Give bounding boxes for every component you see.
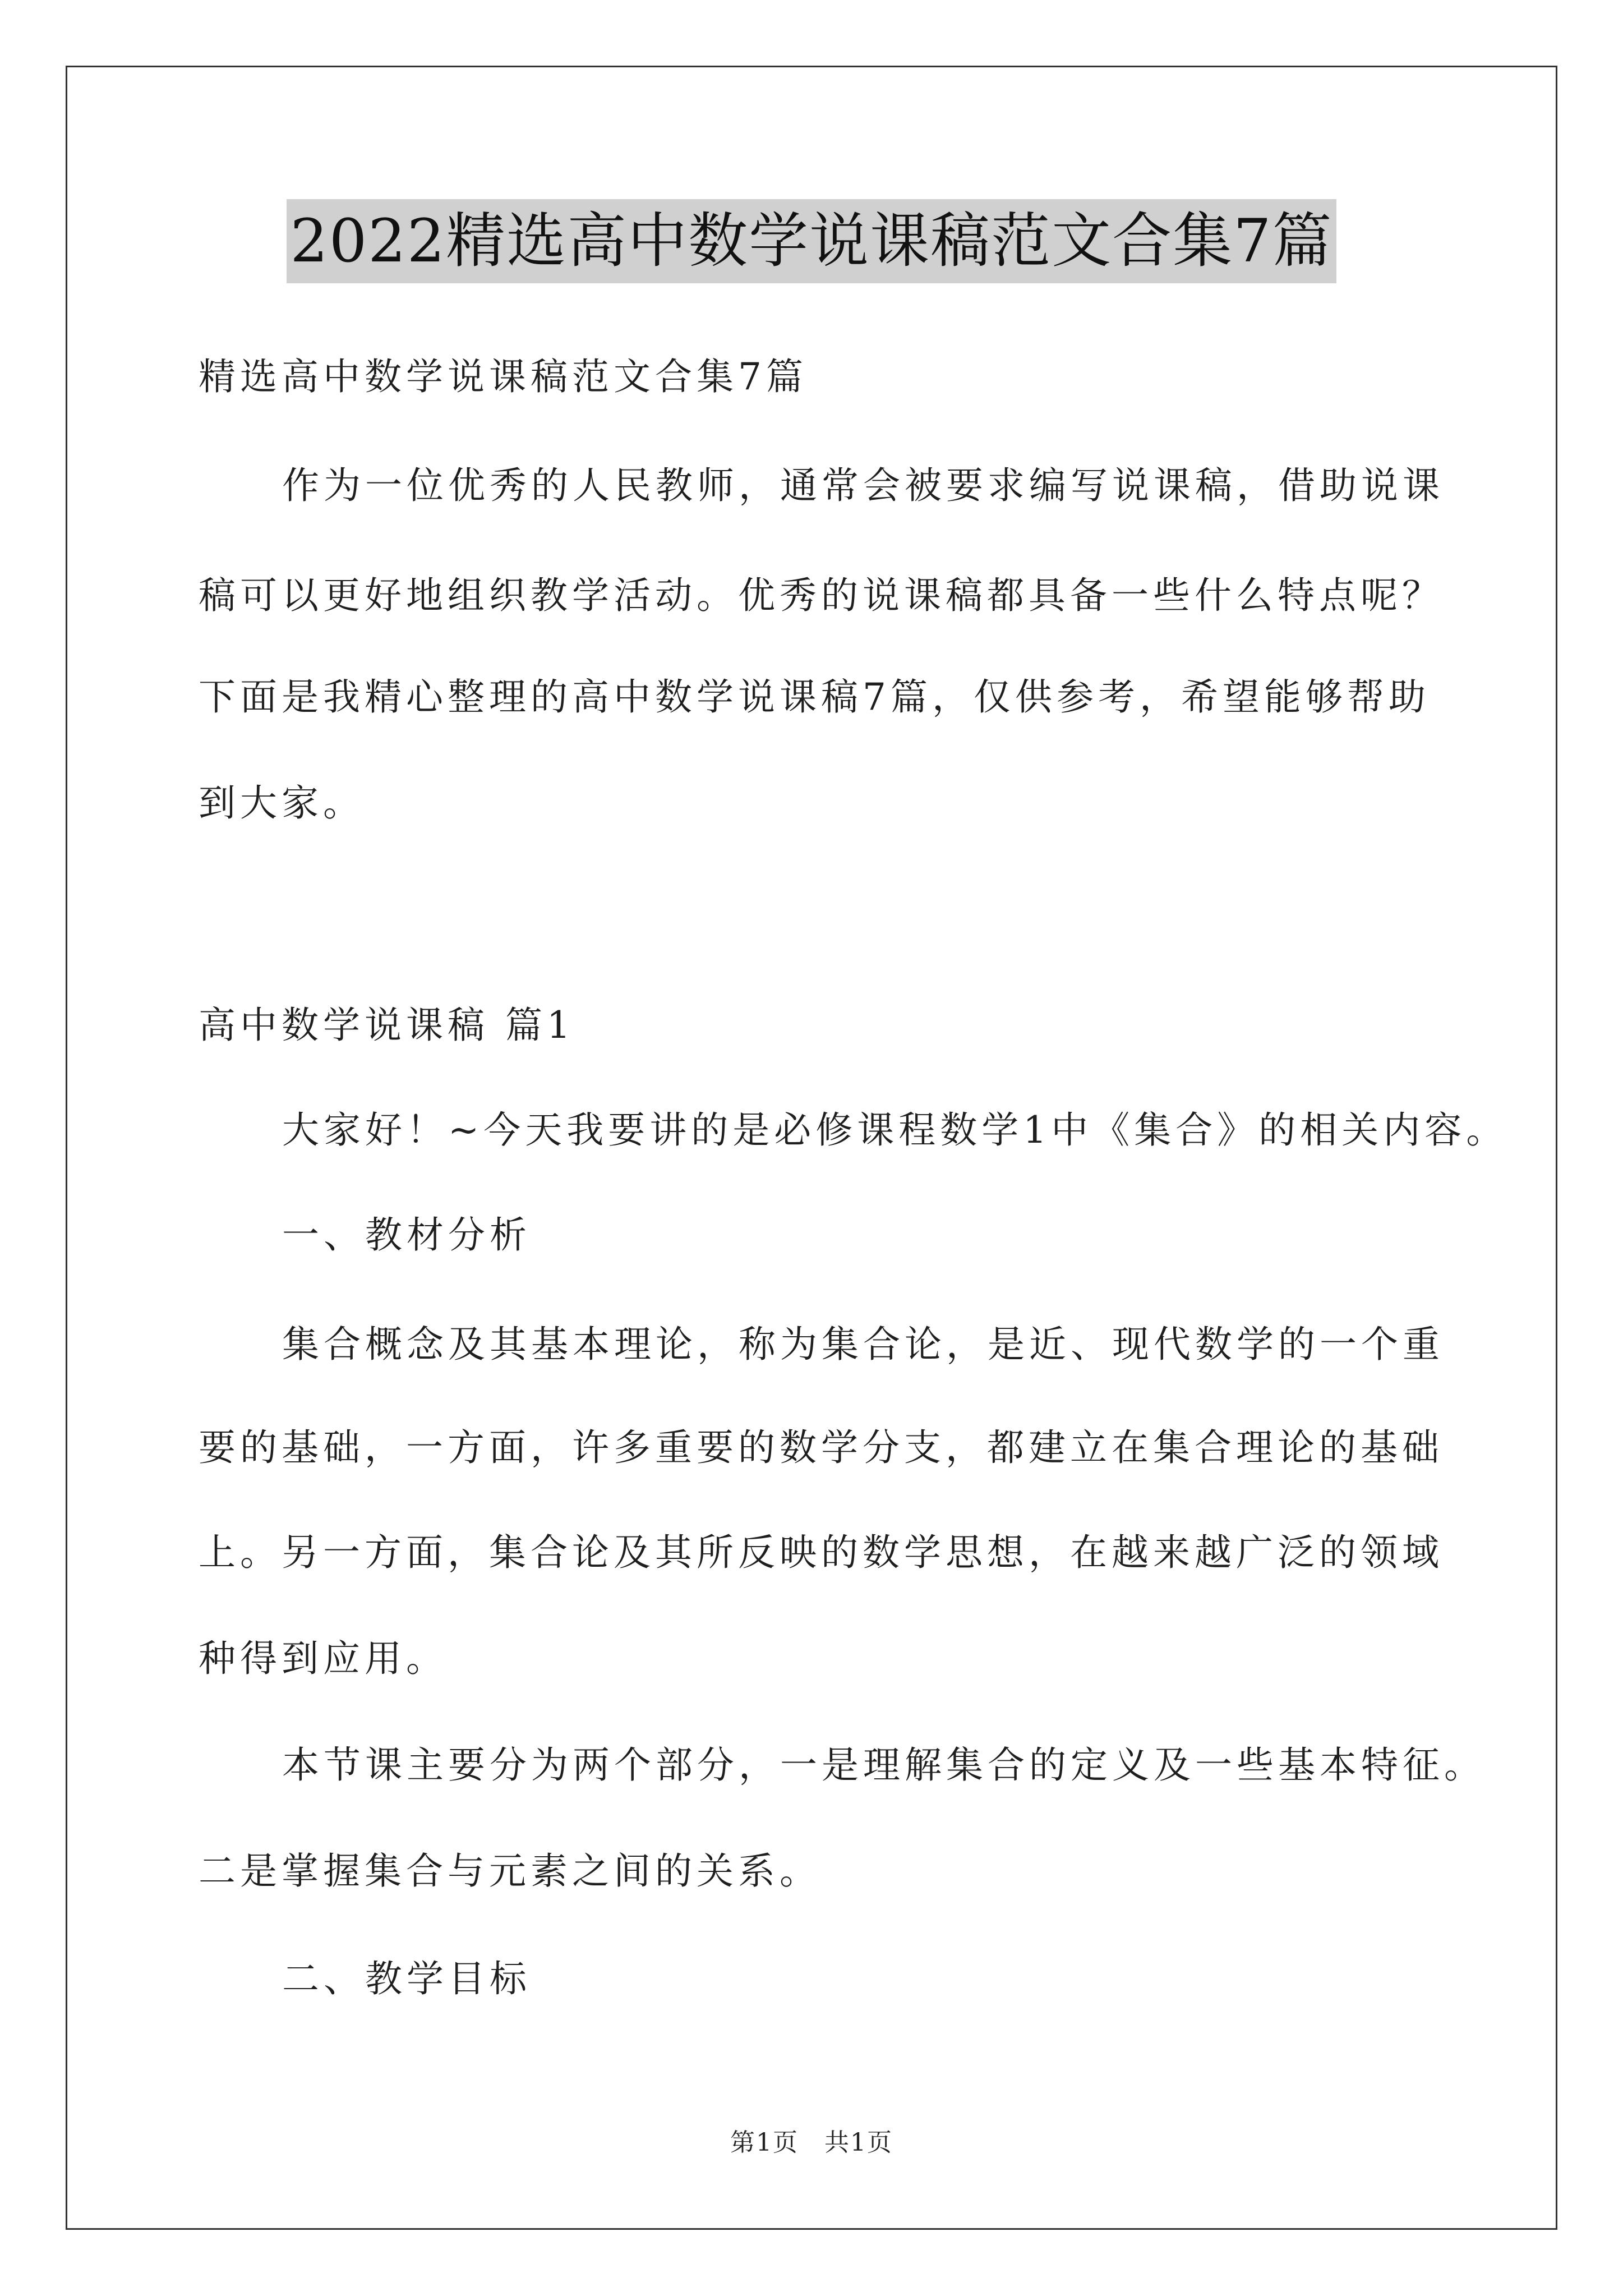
- title-container: [0, 199, 1623, 283]
- lesson-parts-line-2: 二是掌握集合与元素之间的关系。: [199, 1849, 821, 1893]
- analysis-paragraph-line-4: 种得到应用。: [199, 1637, 448, 1680]
- analysis-paragraph-line-2: 要的基础，一方面，许多重要的数学分支，都建立在集合理论的基础: [199, 1426, 1444, 1469]
- intro-paragraph-line-4: 到大家。: [199, 781, 365, 825]
- subheading-textbook-analysis: 一、教材分析: [282, 1213, 531, 1257]
- intro-paragraph-line-2: 稿可以更好地组织教学活动。优秀的说课稿都具备一些什么特点呢？: [199, 574, 1444, 617]
- subheading-teaching-goals: 二、教学目标: [282, 1957, 531, 2000]
- greeting-line: 大家好！~今天我要讲的是必修课程数学1中《集合》的相关内容。: [282, 1108, 1508, 1152]
- analysis-paragraph-line-3: 上。另一方面，集合论及其所反映的数学思想，在越来越广泛的领域: [199, 1531, 1444, 1574]
- subtitle-line: 精选高中数学说课稿范文合集7篇: [199, 355, 808, 398]
- intro-paragraph-line-3: 下面是我精心整理的高中数学说课稿7篇，仅供参考，希望能够帮助: [199, 675, 1430, 719]
- analysis-paragraph-line-1: 集合概念及其基本理论，称为集合论，是近、现代数学的一个重: [282, 1323, 1444, 1366]
- section-heading: 高中数学说课稿 篇1: [199, 1004, 575, 1047]
- document-title: 2022精选高中数学说课稿范文合集7篇: [287, 199, 1336, 283]
- page-footer: 第1页 共1页: [730, 2128, 893, 2157]
- lesson-parts-line-1: 本节课主要分为两个部分，一是理解集合的定义及一些基本特征。: [282, 1743, 1486, 1787]
- intro-paragraph-line-1: 作为一位优秀的人民教师，通常会被要求编写说课稿，借助说课: [282, 464, 1444, 507]
